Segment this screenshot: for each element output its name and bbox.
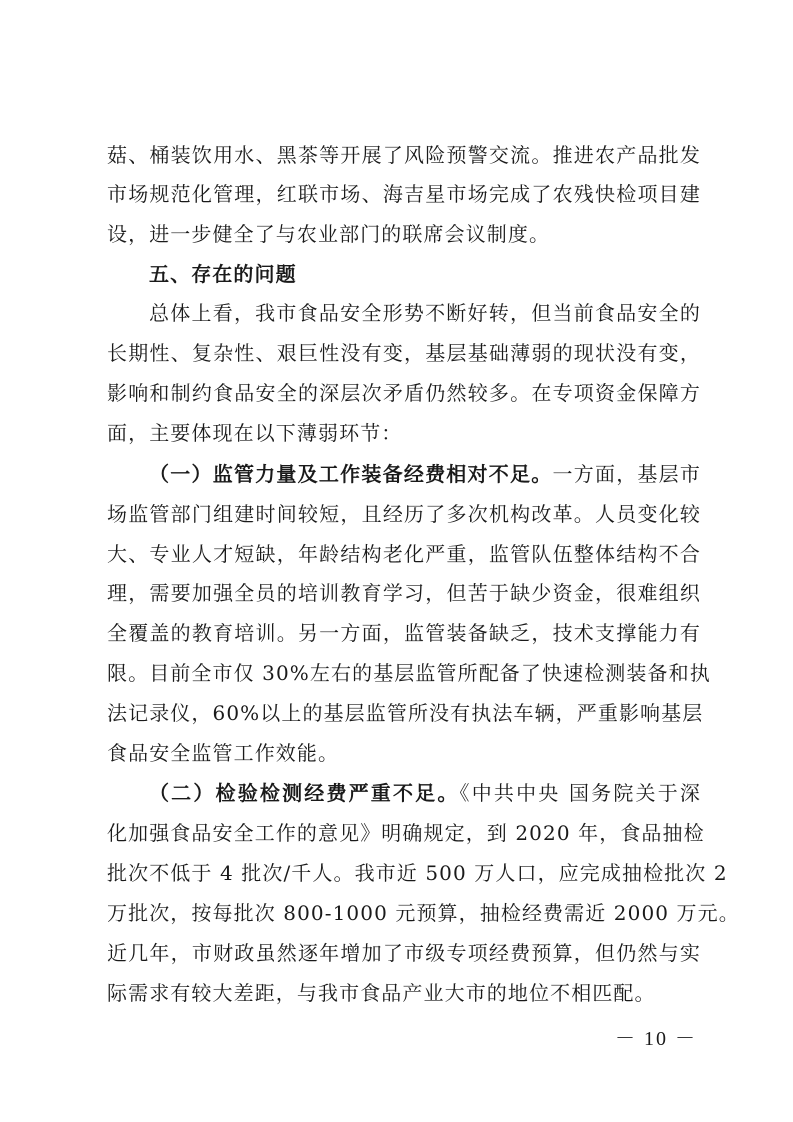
body-text-line: 总体上看，我市食品安全形势不断好转，但当前食品安全的 (149, 301, 701, 325)
body-text-line: 菇、桶装饮用水、黑茶等开展了风险预警交流。推进农产品批发 (107, 143, 701, 167)
body-text: 《中共中央 国务院关于深 (459, 781, 701, 805)
body-text-line: 化加强食品安全工作的意见》明确规定，到 2020 年，食品抽检 (107, 821, 705, 845)
body-text-line: 面，主要体现在以下薄弱环节： (107, 421, 403, 445)
body-text-line: 食品安全监管工作效能。 (107, 741, 340, 765)
body-text-line: 批次不低于 4 批次/千人。我市近 500 万人口，应完成抽检批次 2 (107, 861, 728, 885)
body-text-line: 大、专业人才短缺，年龄结构老化严重，监管队伍整体结构不合 (107, 542, 701, 566)
body-text-line: 际需求有较大差距，与我市食品产业大市的地位不相匹配。 (107, 981, 656, 1005)
body-text-line: 法记录仪，60%以上的基层监管所没有执法车辆，严重影响基层 (107, 701, 704, 725)
body-text-line: 场监管部门组建时间较短，且经历了多次机构改革。人员变化较 (107, 502, 701, 526)
body-text-line: 理，需要加强全员的培训教育学习，但苦于缺少资金，很难组织 (107, 581, 701, 605)
body-text-line: 近几年，市财政虽然逐年增加了市级专项经费预算，但仍然与实 (107, 941, 701, 965)
body-text-line: 设，进一步健全了与农业部门的联席会议制度。 (107, 222, 551, 246)
body-text-line: 全覆盖的教育培训。另一方面，监管装备缺乏，技术支撑能力有 (107, 621, 701, 645)
subheading-2: （二）检验检测经费严重不足。 (149, 781, 460, 805)
subheading-1: （一）监管力量及工作装备经费相对不足。 (149, 462, 553, 486)
body-text-line (149, 780, 701, 806)
section-heading: 五、存在的问题 (149, 262, 297, 286)
body-text-line: 长期性、复杂性、艰巨性没有变，基层基础薄弱的现状没有变， (107, 341, 701, 365)
body-text-line: 市场规范化管理，红联市场、海吉星市场完成了农残快检项目建 (107, 182, 701, 206)
page-number: － 10 － (615, 1028, 697, 1050)
body-text-line (149, 461, 701, 487)
body-text: 一方面，基层市 (552, 462, 701, 486)
body-text-line: 限。目前全市仅 30%左右的基层监管所配备了快速检测装备和执 (107, 661, 711, 685)
body-text-line: 影响和制约食品安全的深层次矛盾仍然较多。在专项资金保障方 (107, 381, 701, 405)
body-text-line: 万批次，按每批次 800-1000 元预算，抽检经费需近 2000 万元。 (107, 901, 740, 925)
